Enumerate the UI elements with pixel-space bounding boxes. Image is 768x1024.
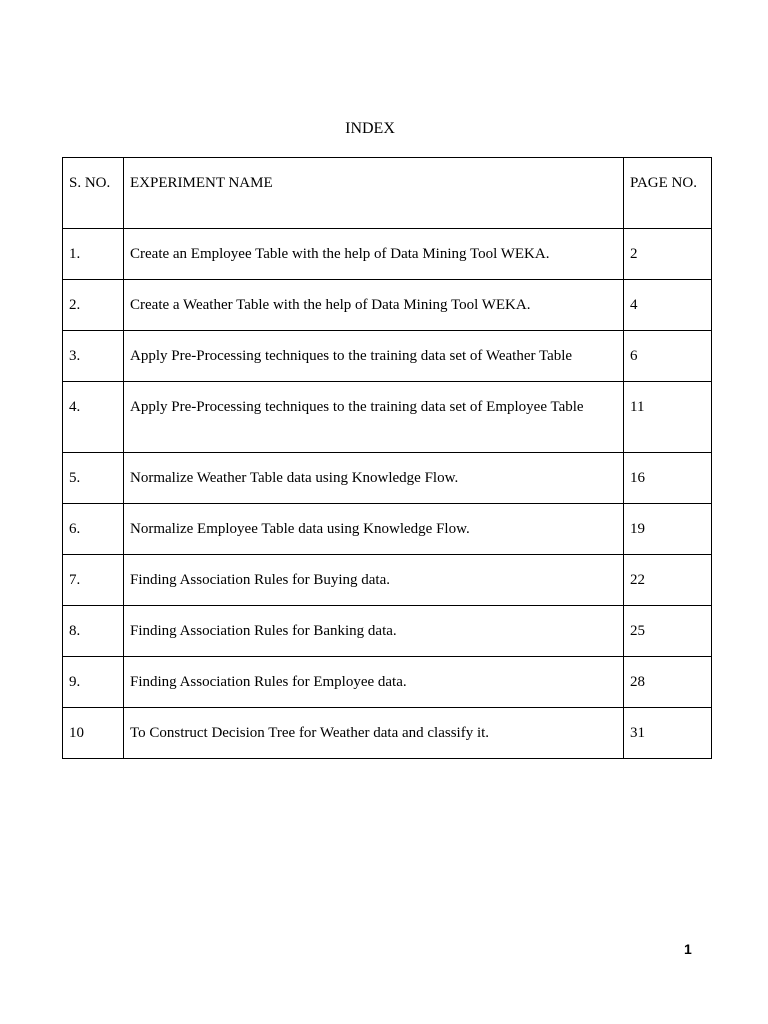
row-page-no: 28 <box>624 657 712 708</box>
row-page-no: 22 <box>624 555 712 606</box>
table-row <box>63 453 712 504</box>
row-experiment-name: Finding Association Rules for Banking data. <box>124 606 624 657</box>
row-page-no: 19 <box>624 504 712 555</box>
row-sno: 10 <box>63 708 124 759</box>
row-sno: 1. <box>63 229 124 280</box>
table-row <box>63 708 712 759</box>
row-page-no: 4 <box>624 280 712 331</box>
row-sno: 2. <box>63 280 124 331</box>
row-sno: 7. <box>63 555 124 606</box>
row-sno: 4. <box>63 382 124 453</box>
table-row <box>63 606 712 657</box>
row-page-no: 25 <box>624 606 712 657</box>
row-experiment-name: Normalize Employee Table data using Knowledge Flow. <box>124 504 624 555</box>
row-experiment-name: Create an Employee Table with the help of Data Mining Tool WEKA. <box>124 229 624 280</box>
table-row <box>63 657 712 708</box>
row-sno: 9. <box>63 657 124 708</box>
row-experiment-name: Finding Association Rules for Buying data. <box>124 555 624 606</box>
table-row <box>63 555 712 606</box>
row-experiment-name: Finding Association Rules for Employee data. <box>124 657 624 708</box>
table-row <box>63 229 712 280</box>
table-row <box>63 504 712 555</box>
table-row <box>63 331 712 382</box>
table-row <box>63 280 712 331</box>
row-page-no: 31 <box>624 708 712 759</box>
header-experiment-name: EXPERIMENT NAME <box>124 158 624 229</box>
row-page-no: 2 <box>624 229 712 280</box>
row-page-no: 16 <box>624 453 712 504</box>
row-sno: 3. <box>63 331 124 382</box>
header-sno: S. NO. <box>63 158 124 229</box>
row-experiment-name: Apply Pre-Processing techniques to the training data set of Weather Table <box>124 331 624 382</box>
row-experiment-name: Apply Pre-Processing techniques to the training data set of Employee Table <box>124 382 624 453</box>
row-experiment-name: To Construct Decision Tree for Weather data and classify it. <box>124 708 624 759</box>
table-row <box>63 382 712 453</box>
table-header-row <box>63 158 712 229</box>
row-experiment-name: Normalize Weather Table data using Knowledge Flow. <box>124 453 624 504</box>
row-sno: 8. <box>63 606 124 657</box>
index-table <box>62 157 712 759</box>
page-title: INDEX <box>345 120 395 137</box>
row-page-no: 6 <box>624 331 712 382</box>
row-sno: 5. <box>63 453 124 504</box>
header-page-no: PAGE NO. <box>624 158 712 229</box>
row-experiment-name: Create a Weather Table with the help of Data Mining Tool WEKA. <box>124 280 624 331</box>
row-sno: 6. <box>63 504 124 555</box>
page-number: 1 <box>684 941 692 957</box>
row-page-no: 11 <box>624 382 712 453</box>
